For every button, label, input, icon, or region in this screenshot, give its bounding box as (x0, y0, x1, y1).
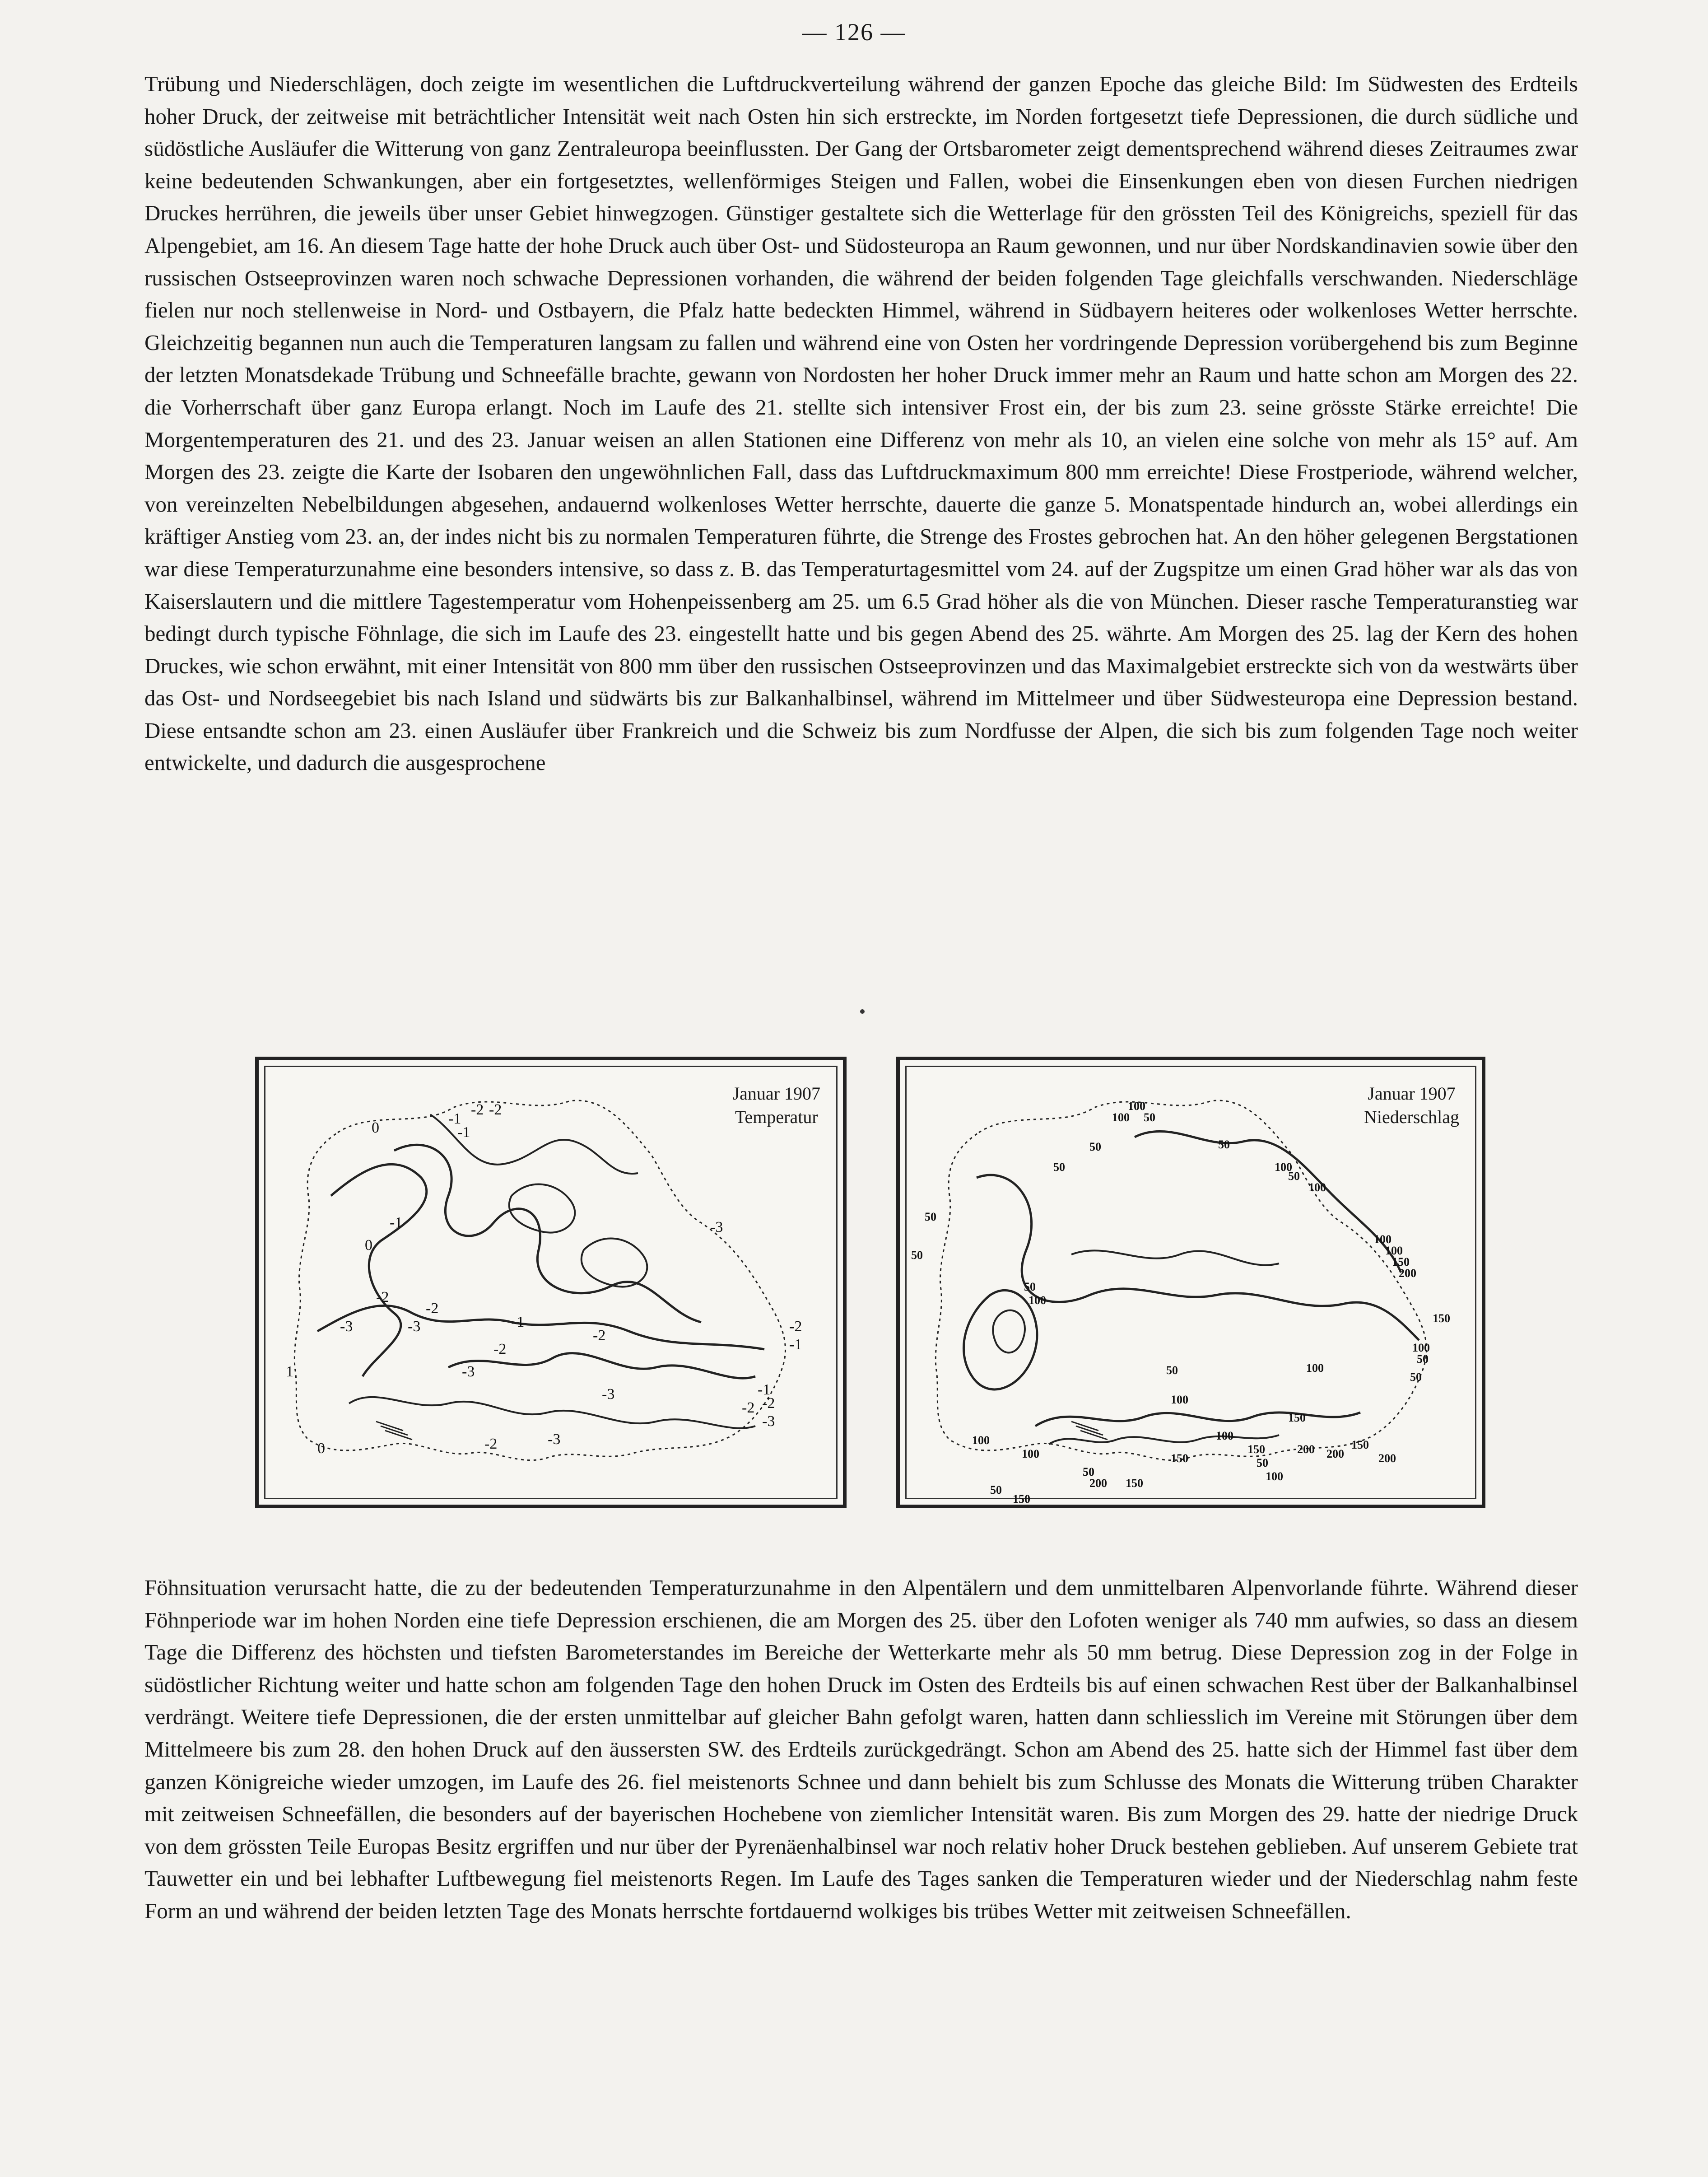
temp-label: 0 (317, 1440, 325, 1457)
page-number: — 126 — (802, 19, 906, 46)
precip-label: 150 (1013, 1492, 1030, 1506)
precip-label: 150 (1247, 1443, 1265, 1456)
isotherm-loops (509, 1184, 647, 1287)
precip-label: 150 (1126, 1477, 1143, 1490)
precip-label: 100 (1171, 1393, 1188, 1406)
temp-label: -2 (762, 1395, 775, 1412)
precip-label: 100 (1112, 1111, 1130, 1124)
temp-label: 0 (372, 1119, 379, 1136)
temp-label: -2 (789, 1318, 802, 1335)
precip-label: 150 (1351, 1438, 1369, 1451)
lake-shading (376, 1422, 412, 1440)
temp-label: -3 (462, 1363, 475, 1380)
precip-label: 100 (1216, 1429, 1233, 1442)
precipitation-labels (911, 1100, 1450, 1506)
precip-label: 50 (1089, 1140, 1101, 1153)
temp-label: -3 (548, 1431, 561, 1448)
temp-label: -1 (512, 1314, 525, 1330)
paragraph-top: Trübung und Niederschlägen, doch zeigte im wesentlichen die Luftdruckverteilung während der ganzen Epoche das gleiche Bild: Im Südwesten des Erdteils hoher Druck, der zeitweise mit beträchtlicher Intensität weit nach Osten hin sich erstreckte, im Norden fortgesetzt tiefe Depressionen, die durch südliche und südöstliche Ausläufer die Witterung von ganz Zentraleuropa beeinflussten. Der Gang der Ortsbarometer zeigt dementsprechend während dieses Zeitraumes zwar keine bedeutenden Schwankungen, aber ein fortgesetztes, wellenförmiges Steigen und Fallen, wobei die Einsenkungen eben von diesen Furchen niedrigen Druckes herrühren, die jeweils über unser Gebiet hinwegzogen. Günstiger gestaltete sich die Wetterlage für den grössten Teil des Königreichs, speziell für das Alpengebiet, am 16. An diesem Tage hatte der hohe Druck auch über Ost- und Südosteuropa an Raum gewonnen, und nur über Nordskandinavien sowie über den russischen Ostseeprovinzen waren noch schwache Depressionen vorhanden, die während der beiden folgenden Tage gleichfalls verschwanden. Niederschläge fielen nur noch stellenweise in Nord- und Ostbayern, die Pfalz hatte bedeckten Himmel, während in Südbayern heiteres oder wolkenloses Wetter herrschte. Gleichzeitig begannen nun auch die Temperaturen langsam zu fallen und während eine von Osten her vordringende Depression vorübergehend bis zum Beginne der letzten Monatsdekade Trübung und Schneefälle brachte, gewann von Nordosten her hoher Druck immer mehr an Raum und hatte schon am Morgen des 22. die Vorherrschaft über ganz Europa erlangt. Noch im Laufe des 21. stellte sich intensiver Frost ein, der bis zum 23. seine grösste Stärke erreichte! Die Morgentemperaturen des 21. und des 23. Januar weisen an allen Stationen eine Differenz von mehr als 10, an vielen eine solche von mehr als 15° auf. Am Morgen des 23. zeigte die Karte der Isobaren den ungewöhnlichen Fall, dass das Luftdruckmaximum 800 mm erreichte! Diese Frostperiode, während welcher, von vereinzelten Nebelbildungen abgesehen, andauernd wolkenloses Wetter herrschte, dauerte die ganze 5. Monatspentade hindurch an, wobei allerdings ein kräftiger Anstieg vom 23. an, der indes nicht bis zu normalen Temperaturen führte, die Strenge des Frostes gebrochen hat. An den höher gelegenen Bergstationen war diese Temperaturzunahme eine besonders intensive, so dass z. B. das Temperaturtagesmittel vom 24. auf der Zugspitze um einen Grad höher war als das von Kaiserslautern und die mittlere Tagestemperatur vom Hohenpeissenberg am 25. um 6.5 Grad höher als die von München. Dieser rasche Temperaturanstieg war bedingt durch typische Föhnlage, die sich im Laufe des 23. eingestellt hatte und bis gegen Abend des 25. währte. Am Morgen des 25. lag der Kern des hohen Druckes, wie schon erwähnt, mit einer Intensität von 800 mm über den russischen Ostseeprovinzen und das Maximalgebiet erstreckte sich von da westwärts über das Ost- und Nordseegebiet bis nach Island und südwärts bis zur Balkanhalbinsel, während im Mittelmeer und über Südwesteuropa eine Depression bestand. Diese entsandte schon am 23. einen Ausläufer über Frankreich und die Schweiz bis zum Nordfusse der Alpen, die sich bis zum folgenden Tage noch weiter entwickelte, und dadurch die ausgesprochene (144, 71, 1578, 775)
temp-label: -2 (471, 1101, 484, 1118)
precip-label: 50 (1257, 1456, 1268, 1469)
precip-label: 50 (1417, 1352, 1429, 1366)
precip-label: 50 (990, 1483, 1002, 1496)
precip-label: 100 (1022, 1447, 1039, 1460)
map-outline (294, 1100, 785, 1460)
precip-label: 100 (1385, 1244, 1403, 1257)
isohyet-150-alps (1035, 1412, 1360, 1426)
precip-label: 100 (1374, 1233, 1392, 1246)
isotherm-alps (349, 1397, 755, 1428)
precip-label: 100 (1308, 1181, 1326, 1194)
isotherm-0 (331, 1164, 427, 1376)
temp-label: -2 (376, 1289, 389, 1305)
precip-label: 50 (925, 1210, 936, 1223)
precip-label: 200 (1089, 1477, 1107, 1490)
precip-label: 100 (1266, 1470, 1283, 1483)
precip-label: 200 (1399, 1267, 1416, 1280)
temp-label: -1 (758, 1381, 771, 1398)
temp-label: -2 (493, 1341, 507, 1357)
isotherm-minus1 (394, 1145, 701, 1322)
map-title-line2: Temperatur (735, 1107, 818, 1127)
precipitation-map-title (1364, 1082, 1459, 1129)
precip-label: 50 (1053, 1161, 1065, 1174)
precip-label: 50 (1218, 1138, 1230, 1151)
precip-label: 100 (972, 1434, 990, 1447)
precip-label: 200 (1326, 1447, 1344, 1460)
map-title-line1: Januar 1907 (1368, 1083, 1456, 1104)
map-title-line2: Niederschlag (1364, 1107, 1459, 1127)
temperature-map (255, 1057, 847, 1508)
precip-label: 200 (1378, 1452, 1396, 1465)
temp-label: -3 (762, 1413, 775, 1430)
precip-label: 50 (1024, 1280, 1036, 1293)
precip-label: 150 (1288, 1411, 1306, 1424)
body-text-top (144, 68, 1578, 989)
isohyet-150 (993, 1310, 1025, 1353)
temp-label: -2 (489, 1101, 502, 1118)
isohyet-200 (1049, 1435, 1279, 1444)
body-text-bottom (144, 1571, 1578, 2068)
isohyet-100 (963, 1290, 1037, 1389)
precip-label: 100 (1029, 1294, 1046, 1307)
temp-label: -1 (789, 1336, 802, 1353)
temp-label: -1 (457, 1124, 470, 1141)
precip-label: 50 (1144, 1111, 1155, 1124)
precip-label: 50 (1083, 1465, 1094, 1478)
precip-label: 150 (1433, 1312, 1450, 1325)
precip-label: 50 (1410, 1371, 1422, 1384)
temp-label: -3 (340, 1318, 353, 1335)
precip-label: 100 (1128, 1100, 1145, 1113)
map-title-line1: Januar 1907 (732, 1083, 820, 1104)
temp-label: -3 (602, 1386, 615, 1403)
temp-label: 0 (365, 1237, 372, 1254)
precip-label: 100 (1275, 1161, 1292, 1174)
temp-label: -2 (742, 1399, 755, 1416)
map-outline (935, 1100, 1426, 1460)
lake-shading (1071, 1422, 1108, 1440)
temp-label: -1 (448, 1110, 461, 1127)
print-speck (860, 1009, 865, 1014)
precip-label: 150 (1392, 1255, 1410, 1268)
temp-label: -1 (390, 1214, 403, 1231)
precip-label: 150 (1171, 1452, 1188, 1465)
precipitation-map (896, 1057, 1485, 1508)
precip-label: 100 (1412, 1341, 1430, 1354)
precip-label: 100 (1306, 1361, 1324, 1375)
isohyet-mid (1071, 1250, 1279, 1265)
temp-label: -2 (484, 1436, 498, 1452)
precip-label: 50 (911, 1249, 923, 1262)
temperature-map-title (733, 1082, 820, 1129)
isohyet-50 (977, 1175, 1419, 1340)
isohyet-100-north (1135, 1131, 1401, 1273)
isotherm-minus2 (317, 1305, 764, 1349)
precip-label: 50 (1288, 1170, 1300, 1183)
temp-label: -2 (426, 1300, 439, 1317)
precip-label: 200 (1297, 1443, 1315, 1456)
temp-label: 1 (286, 1363, 293, 1380)
temp-label: -2 (593, 1327, 606, 1344)
precip-label: 50 (1166, 1364, 1178, 1377)
isotherm-north (430, 1114, 638, 1174)
temp-label: -3 (710, 1219, 723, 1235)
temp-label: -3 (408, 1318, 421, 1335)
paragraph-bottom: Föhnsituation verursacht hatte, die zu der bedeutenden Temperaturzunahme in den Alpentälern und dem unmittelbaren Alpenvorlande führte. Während dieser Föhnperiode war im hohen Norden eine tiefe Depression erschienen, die am Morgen des 25. über den Lofoten weniger als 740 mm aufwies, so dass an diesem Tage die Differenz des höchsten und tiefsten Barometerstandes im Bereiche der Wetterkarte mehr als 50 mm betrug. Diese Depression zog in der Folge in südöstlicher Richtung weiter und hatte schon am folgenden Tage den hohen Druck im Osten des Erdteils bis auf einen schwachen Rest über der Balkanhalbinsel verdrängt. Weitere tiefe Depressionen, die der ersten unmittelbar auf gleicher Bahn gefolgt waren, hatten dann schliesslich im Vereine mit Störungen über dem Mittelmeere bis zum 28. den hohen Druck auf den äussersten SW. des Erdteils zurückgedrängt. Schon am Abend des 25. hatte sich der Himmel fast über dem ganzen Königreiche wieder umzogen, im Laufe des 26. fiel meistenorts Schnee und dann behielt bis zum Schlusse des Monats die Witterung trüben Charakter mit zeitweisen Schneefällen, die besonders auf der bayerischen Hochebene von ziemlicher Intensität waren. Bis zum Morgen des 29. hatte der niedrige Druck von dem grössten Teile Europas Besitz ergriffen und nur über der Pyrenäenhalbinsel war noch relativ hoher Druck bestehen geblieben. Auf unserem Gebiete trat Tauwetter ein und bei lebhafter Luftbewegung fiel meistenorts Regen. Im Laufe des Tages sanken die Temperaturen wieder und der Niederschlag nahm feste Form an und während der beiden letzten Tage des Monats herrschte fortdauernd wolkiges bis trübes Wetter mit zeitweisen Schneefällen. (144, 1575, 1578, 1923)
